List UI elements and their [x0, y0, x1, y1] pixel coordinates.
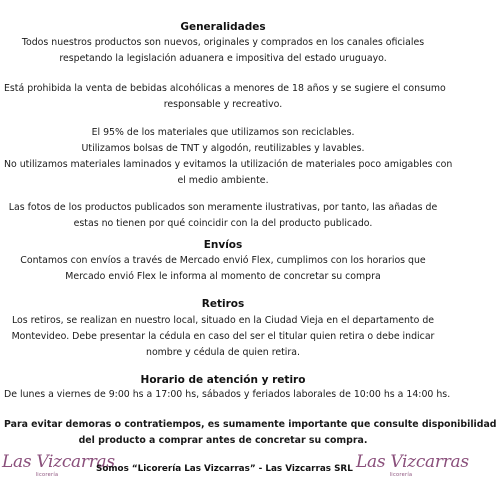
text-line: Utilizamos bolsas de TNT y algodón, reutilizables y lavables. — [81, 143, 365, 154]
las-vizcarras-logo-left — [2, 452, 115, 482]
text-line: Contamos con envíos a través de Mercado envió Flex, cumplimos con los horarios que — [20, 255, 426, 266]
text-line: Para evitar demoras o contratiempos, es sumamente importante que consulte disponibilidad — [4, 419, 497, 430]
paragraph-retiros — [4, 313, 442, 361]
paragraph-fotos — [4, 200, 442, 232]
text-line: Las fotos de los productos publicados son meramente ilustrativas, por tanto, las añadas de — [8, 202, 438, 213]
text-line: No utilizamos materiales laminados y evitamos la utilización de materiales poco amigables con — [4, 159, 453, 170]
heading-horario: Horario de atención y retiro — [140, 374, 306, 386]
logo-sub-text: licorería — [389, 472, 413, 478]
logo-sub-text: licorería — [35, 472, 59, 478]
footer-company-text: Somos “Licorería Las Vizcarras” - Las Vizcarras SRL — [96, 464, 353, 474]
logo-brand-text: Las Vizcarras — [2, 452, 115, 472]
text-line: nombre y cédula de quien retira. — [146, 347, 300, 358]
text-line: respetando la legislación aduanera e impositiva del estado uruguayo. — [59, 53, 387, 64]
paragraph-productos — [4, 35, 442, 67]
paragraph-aviso — [4, 417, 497, 449]
text-line: del producto a comprar antes de concretar su compra. — [78, 435, 368, 446]
text-line: Está prohibida la venta de bebidas alcohólicas a menores de 18 años y se sugiere el consumo — [4, 83, 446, 94]
text-line: Los retiros, se realizan en nuestro local, situado en la Ciudad Vieja en el departamento de — [11, 315, 435, 326]
text-line: De lunes a viernes de 9:00 hs a 17:00 hs, sábados y feriados laborales de 10:00 hs a 14:00 hs. — [4, 389, 451, 400]
text-line: El 95% de los materiales que utilizamos son reciclables. — [91, 127, 355, 138]
text-line: Todos nuestros productos son nuevos, originales y comprados en los canales oficiales — [21, 37, 425, 48]
heading-retiros: Retiros — [201, 298, 245, 310]
text-line: responsable y recreativo. — [163, 99, 283, 110]
text-line: Montevideo. Debe presentar la cédula en caso del ser el titular quien retira o debe indicar — [11, 331, 435, 342]
paragraph-bebidas — [4, 81, 446, 113]
heading-envios: Envíos — [203, 239, 243, 251]
paragraph-envios — [4, 253, 442, 285]
text-line: el medio ambiente. — [177, 175, 269, 186]
text-line: Mercado envió Flex le informa al momento de concretar su compra — [65, 271, 381, 282]
paragraph-horario — [4, 387, 451, 403]
logo-brand-text: Las Vizcarras — [356, 452, 469, 472]
text-line: estas no tienen por qué coincidir con la del producto publicado. — [73, 218, 373, 229]
heading-generalidades: Generalidades — [180, 21, 266, 33]
paragraph-materiales — [4, 125, 453, 189]
las-vizcarras-logo-right — [356, 452, 469, 482]
